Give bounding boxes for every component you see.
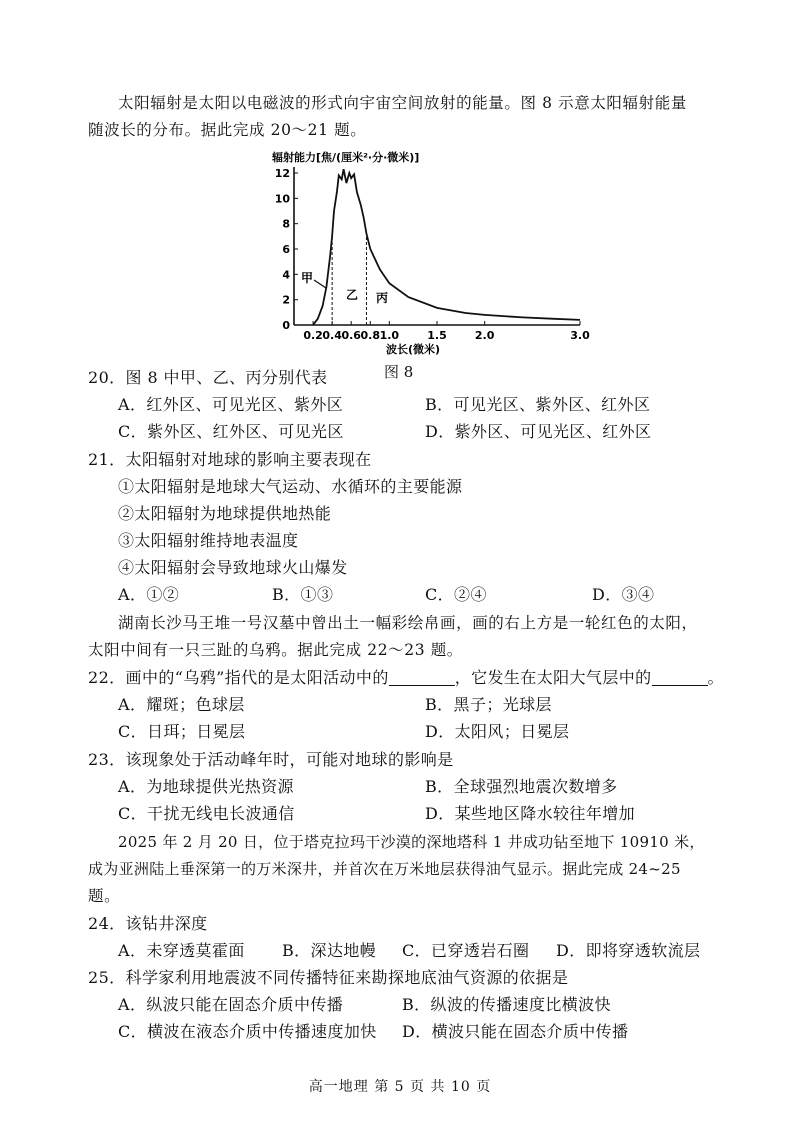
y-tick-label: 0 bbox=[282, 319, 290, 332]
intro-24-25-line2: 成为亚洲陆上垂深第一的万米深井，并首次在万米地层获得油气显示。据此完成 24~25 bbox=[88, 860, 681, 878]
intro-20-21-line1: 太阳辐射是太阳以电磁波的形式向宇宙空间放射的能量。图 8 示意太阳辐射能量 bbox=[118, 94, 687, 112]
q22-stem-part1: 22．画中的“乌鸦”指代的是太阳活动中的 bbox=[88, 668, 389, 687]
q20-option-b[interactable]: B．可见光区、紫外区、红外区 bbox=[425, 395, 651, 414]
q22-option-a[interactable]: A．耀斑；色球层 bbox=[118, 695, 245, 714]
figure-8-chart bbox=[268, 145, 600, 363]
intro-22-23-line1: 湖南长沙马王堆一号汉墓中曾出土一幅彩绘帛画，画的右上方是一轮红色的太阳， bbox=[118, 614, 698, 632]
y-tick-label: 12 bbox=[274, 167, 290, 180]
q21-item-1: ①太阳辐射是地球大气运动、水循环的主要能源 bbox=[118, 477, 463, 496]
q25-option-a[interactable]: A．纵波只能在固态介质中传播 bbox=[118, 995, 344, 1014]
intro-24-25-line3: 题。 bbox=[88, 887, 121, 905]
q21-option-c[interactable]: C．②④ bbox=[425, 585, 487, 604]
q24-option-c[interactable]: C．已穿透岩石圈 bbox=[402, 941, 530, 960]
q21-item-2: ②太阳辐射为地球提供地热能 bbox=[118, 504, 332, 523]
q25-option-b[interactable]: B．纵波的传播速度比横波快 bbox=[402, 995, 611, 1014]
q20-stem: 20．图 8 中甲、乙、丙分别代表 bbox=[88, 368, 328, 387]
q23-option-a[interactable]: A．为地球提供光热资源 bbox=[118, 777, 294, 796]
q20-option-a[interactable]: A．红外区、可见光区、紫外区 bbox=[118, 395, 344, 414]
q20-option-d[interactable]: D．紫外区、可见光区、红外区 bbox=[425, 422, 652, 441]
y-tick-label: 2 bbox=[282, 293, 290, 307]
x-axis-label: 波长(微米) bbox=[386, 343, 441, 356]
region-dividers bbox=[332, 234, 366, 325]
radiation-chart-svg bbox=[268, 145, 600, 363]
q22-stem bbox=[88, 666, 724, 690]
x-ticks bbox=[303, 321, 590, 342]
q22-option-b[interactable]: B．黑子；光球层 bbox=[425, 695, 552, 714]
intro-22-23-line2: 太阳中间有一只三趾的乌鸦。据此完成 22～23 题。 bbox=[88, 641, 463, 659]
q23-option-c[interactable]: C．干扰无线电长波通信 bbox=[118, 804, 295, 823]
q21-option-d[interactable]: D．③④ bbox=[592, 585, 655, 604]
x-tick-label: 0.4 bbox=[322, 329, 342, 342]
y-tick-label: 6 bbox=[282, 243, 290, 256]
q23-stem: 23．该现象处于活动峰年时，可能对地球的影响是 bbox=[88, 750, 454, 769]
intro-24-25-line1: 2025 年 2 月 20 日，位于塔克拉玛干沙漠的深地塔科 1 井成功钻至地下 10910 米， bbox=[118, 833, 705, 851]
intro-20-21-line2: 随波长的分布。据此完成 20～21 题。 bbox=[88, 121, 367, 139]
q22-option-c[interactable]: C．日珥；日冕层 bbox=[118, 722, 246, 741]
x-tick-label: 2.0 bbox=[474, 329, 495, 342]
q24-option-b[interactable]: B．深达地幔 bbox=[282, 941, 377, 960]
q21-stem: 21．太阳辐射对地球的影响主要表现在 bbox=[88, 450, 372, 469]
x-tick-label: 3.0 bbox=[570, 329, 590, 342]
x-tick-label: 0.8 bbox=[360, 329, 381, 342]
jia-pointer bbox=[314, 280, 326, 288]
x-tick-label: 1.5 bbox=[427, 329, 447, 342]
q24-option-a[interactable]: A．未穿透莫霍面 bbox=[118, 941, 245, 960]
y-tick-label: 8 bbox=[282, 217, 290, 231]
q22-stem-part2: ，它发生在太阳大气层中的 bbox=[454, 668, 652, 687]
q23-option-d[interactable]: D．某些地区降水较往年增加 bbox=[425, 804, 636, 823]
q25-option-c[interactable]: C．横波在液态介质中传播速度加快 bbox=[118, 1022, 377, 1041]
q22-blank-1[interactable] bbox=[389, 667, 455, 686]
q24-stem: 24．该钻井深度 bbox=[88, 914, 208, 933]
page-footer: 高一地理 第 5 页 共 10 页 bbox=[308, 1079, 492, 1095]
region-label-yi: 乙 bbox=[346, 288, 359, 302]
q25-option-d[interactable]: D．横波只能在固态介质中传播 bbox=[402, 1022, 629, 1041]
q25-stem: 25．科学家利用地震波不同传播特征来勘探地底油气资源的依据是 bbox=[88, 968, 569, 987]
q22-option-d[interactable]: D．太阳风；日冕层 bbox=[425, 722, 570, 741]
x-tick-label: 0.6 bbox=[341, 329, 361, 342]
x-tick-label: 1.0 bbox=[379, 329, 400, 342]
region-label-jia: 甲 bbox=[301, 271, 314, 285]
y-axis-label: 辐射能力[焦/(厘米²·分·微米)] bbox=[272, 151, 420, 164]
q21-item-4: ④太阳辐射会导致地球火山爆发 bbox=[118, 558, 348, 577]
q21-item-3: ③太阳辐射维持地表温度 bbox=[118, 531, 299, 550]
q23-option-b[interactable]: B．全球强烈地震次数增多 bbox=[425, 777, 618, 796]
q21-option-a[interactable]: A．①② bbox=[118, 585, 180, 604]
y-tick-label: 10 bbox=[274, 192, 290, 206]
figure-caption: 图 8 bbox=[384, 363, 414, 381]
q20-option-c[interactable]: C．紫外区、红外区、可见光区 bbox=[118, 422, 344, 441]
x-tick-label: 0.2 bbox=[303, 329, 323, 342]
region-label-bing: 丙 bbox=[376, 291, 389, 305]
q22-stem-part3: 。 bbox=[707, 668, 724, 687]
y-tick-label: 4 bbox=[282, 268, 290, 282]
q22-blank-2[interactable] bbox=[652, 667, 708, 686]
q24-option-d[interactable]: D．即将穿透软流层 bbox=[556, 941, 701, 960]
q21-option-b[interactable]: B．①③ bbox=[272, 585, 334, 604]
